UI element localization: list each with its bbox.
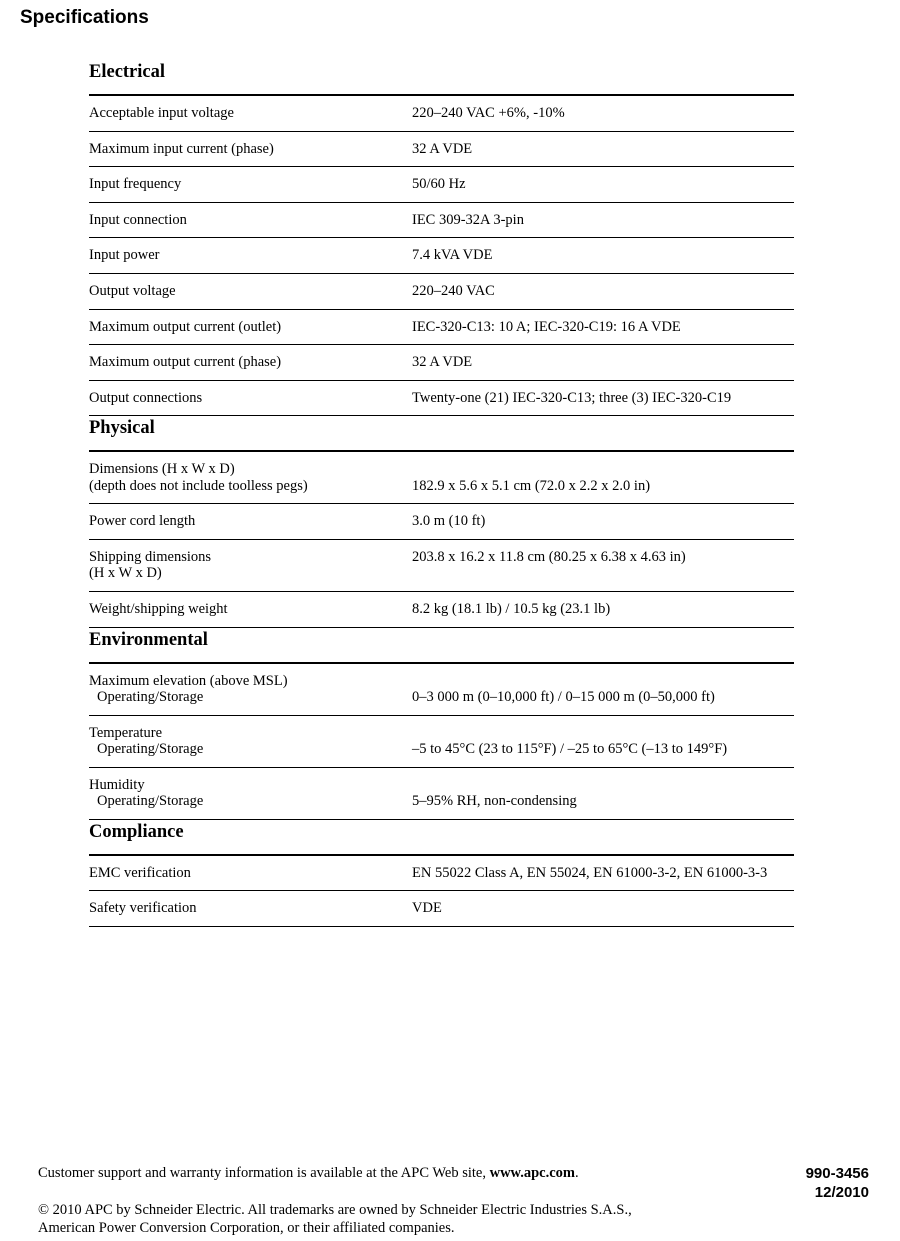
spec-label: Maximum output current (phase): [89, 354, 282, 371]
spec-label: [89, 673, 412, 706]
spec-label-sub: (H x W x D): [89, 565, 162, 582]
spec-label-main: Maximum elevation (above MSL): [89, 672, 288, 689]
spec-label-main: Dimensions (H x W x D): [89, 461, 235, 478]
spec-label: Input connection: [89, 211, 187, 228]
spec-row: [89, 96, 794, 132]
spec-value: 0–3 000 m (0–10,000 ft) / 0–15 000 m (0–50,000 ft): [412, 689, 715, 706]
spec-label-main: Shipping dimensions: [89, 548, 212, 565]
copyright-line: American Power Conversion Corporation, or their affiliated companies.: [38, 1220, 455, 1236]
spec-value: 3.0 m (10 ft): [412, 513, 486, 530]
spec-label: Safety verification: [89, 900, 197, 917]
spec-value: 5–95% RH, non-condensing: [412, 793, 577, 810]
spec-value: VDE: [412, 900, 442, 917]
spec-row: [89, 540, 794, 592]
spec-value: IEC-320-C13: 10 A; IEC-320-C19: 16 A VDE: [412, 318, 681, 335]
support-text: Customer support and warranty information is available at the APC Web site,: [38, 1165, 490, 1181]
spec-row: [89, 310, 794, 346]
spec-value: EN 55022 Class A, EN 55024, EN 61000-3-2, EN 61000-3-3: [412, 864, 768, 881]
spec-value: 7.4 kVA VDE: [412, 247, 493, 264]
spec-label: Maximum input current (phase): [89, 140, 274, 157]
section-title: Physical: [89, 416, 794, 452]
spec-row: [89, 345, 794, 381]
spec-value: 220–240 VAC +6%, -10%: [412, 105, 565, 122]
page-title: Specifications: [20, 7, 149, 28]
spec-value: 203.8 x 16.2 x 11.8 cm (80.25 x 6.38 x 4.63 in): [412, 548, 686, 565]
document-meta: [806, 1164, 869, 1202]
spec-row: [89, 381, 794, 417]
spec-label: EMC verification: [89, 864, 191, 881]
specifications-table: [89, 60, 794, 927]
spec-value: IEC 309-32A 3-pin: [412, 211, 524, 228]
spec-value: 182.9 x 5.6 x 5.1 cm (72.0 x 2.2 x 2.0 in): [412, 477, 651, 494]
spec-row: [89, 768, 794, 820]
spec-label-sub: Operating/Storage: [97, 741, 204, 758]
copyright-line: © 2010 APC by Schneider Electric. All trademarks are owned by Schneider Electric Industries S.A.S.,: [38, 1202, 632, 1218]
spec-value: –5 to 45°C (23 to 115°F) / –25 to 65°C (–13 to 149°F): [412, 741, 728, 758]
spec-label: Acceptable input voltage: [89, 105, 234, 122]
spec-value: 32 A VDE: [412, 354, 473, 371]
spec-label-main: Humidity: [89, 776, 145, 793]
document-date: 12/2010: [814, 1184, 869, 1201]
spec-label: [89, 461, 412, 494]
support-info: [38, 1164, 718, 1182]
spec-label: [89, 777, 412, 810]
section-compliance: [89, 820, 794, 927]
spec-row: [89, 664, 794, 716]
spec-value: 8.2 kg (18.1 lb) / 10.5 kg (23.1 lb): [412, 600, 611, 617]
section-environmental: [89, 628, 794, 820]
spec-value: 50/60 Hz: [412, 176, 466, 193]
spec-label-sub: Operating/Storage: [97, 689, 204, 706]
spec-label: Weight/shipping weight: [89, 600, 228, 617]
spec-row: [89, 167, 794, 203]
spec-label: [89, 549, 412, 582]
spec-row: [89, 238, 794, 274]
section-title: Electrical: [89, 60, 794, 96]
spec-label: Power cord length: [89, 513, 196, 530]
spec-label-main: Temperature: [89, 724, 163, 741]
spec-label: Output voltage: [89, 283, 176, 300]
spec-row: [89, 592, 794, 628]
website-link[interactable]: www.apc.com: [489, 1165, 575, 1181]
spec-value: Twenty-one (21) IEC-320-C13; three (3) IEC-320-C19: [412, 389, 732, 406]
document-number: 990-3456: [805, 1165, 869, 1182]
spec-row: [89, 504, 794, 540]
spec-label: [89, 725, 412, 758]
spec-label: Maximum output current (outlet): [89, 318, 282, 335]
section-title: Compliance: [89, 820, 794, 856]
section-physical: [89, 416, 794, 627]
spec-row: [89, 716, 794, 768]
spec-row: [89, 132, 794, 168]
spec-label: Input frequency: [89, 176, 182, 193]
spec-label-sub: Operating/Storage: [97, 793, 204, 810]
spec-value: 32 A VDE: [412, 140, 473, 157]
spec-label: Output connections: [89, 389, 203, 406]
support-text-end: .: [575, 1165, 579, 1181]
copyright-notice: [38, 1201, 718, 1237]
spec-row: [89, 891, 794, 927]
section-title: Environmental: [89, 628, 794, 664]
spec-row: [89, 203, 794, 239]
spec-row: [89, 452, 794, 504]
spec-label: Input power: [89, 247, 160, 264]
section-electrical: [89, 60, 794, 416]
spec-row: [89, 274, 794, 310]
spec-value: 220–240 VAC: [412, 283, 495, 300]
spec-label-sub: (depth does not include toolless pegs): [89, 477, 308, 494]
spec-row: [89, 856, 794, 892]
